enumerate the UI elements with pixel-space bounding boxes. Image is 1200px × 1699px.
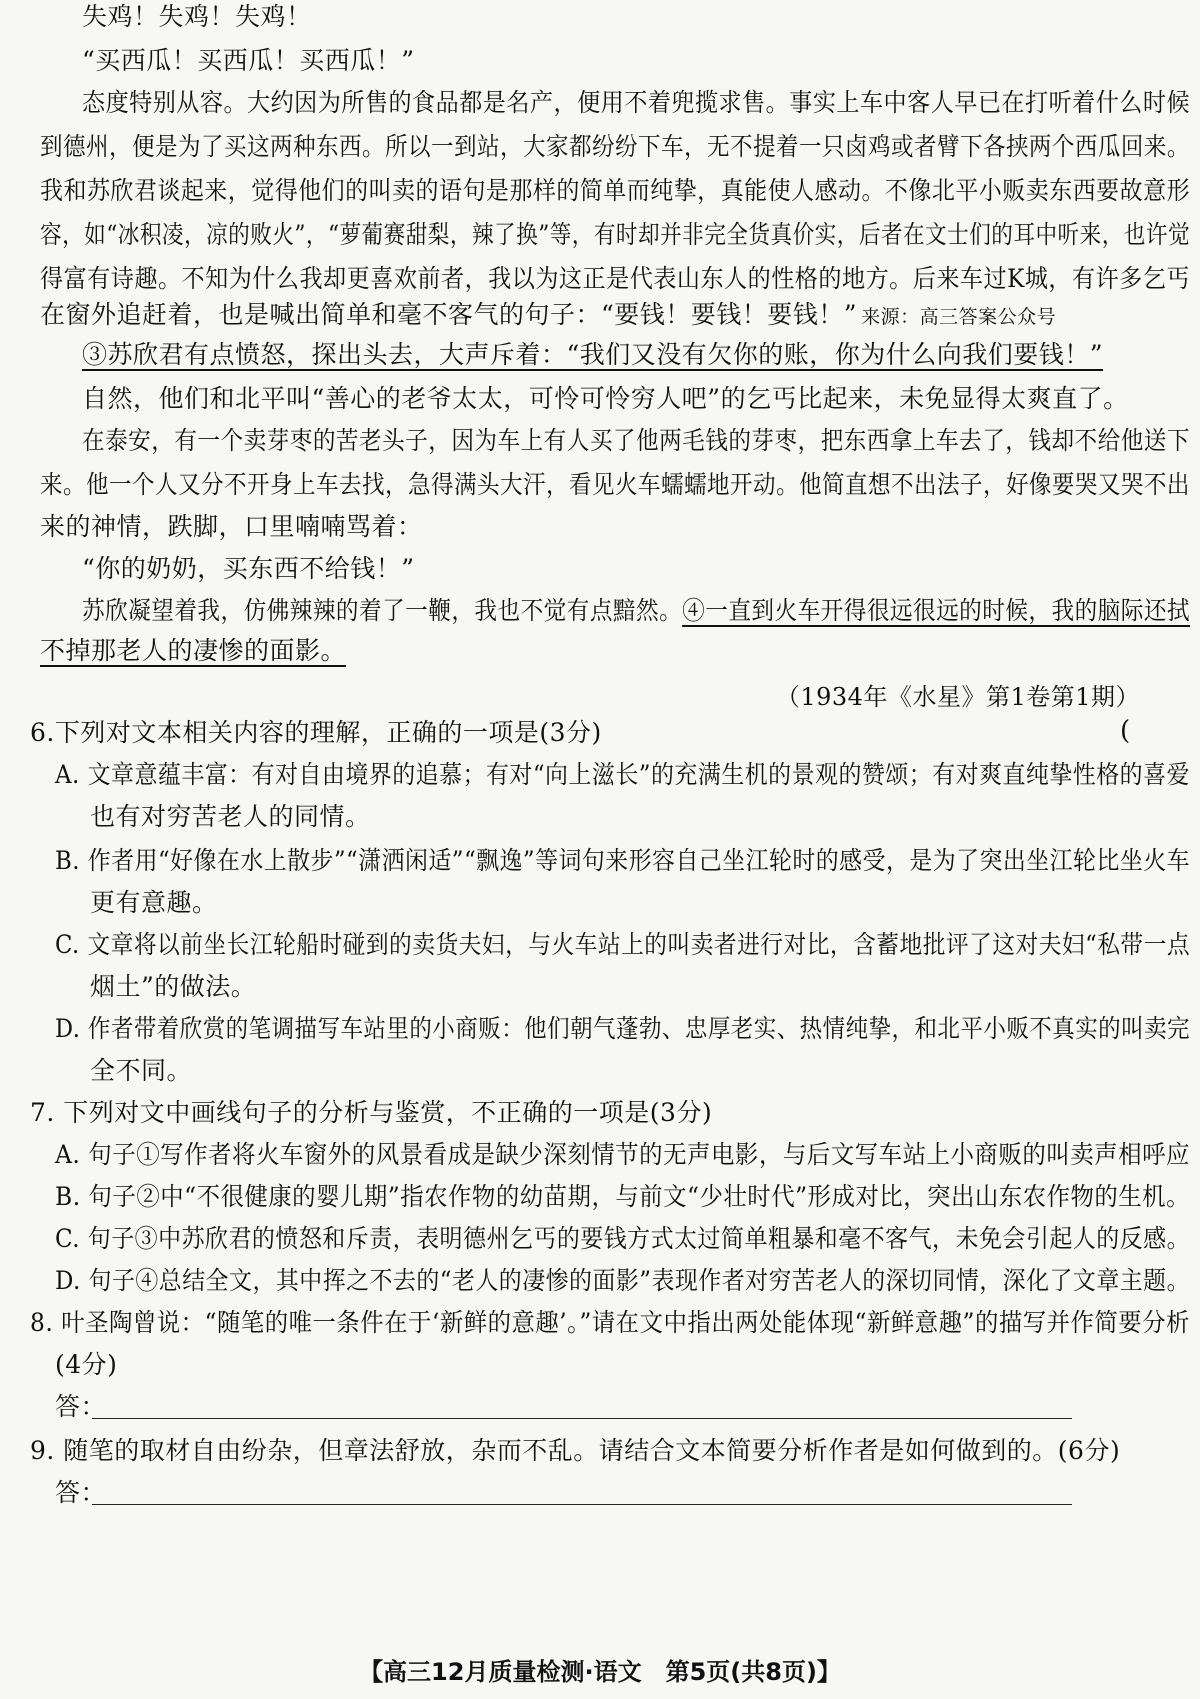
q7-option-a: A. 句子①写作者将火车窗外的风景看成是缺少深刻情节的无声电影，与后文写车站上小商贩的叫卖声相呼应 <box>55 1140 1190 1169</box>
page-footer: 【高三12月质量检测·语文 第5页(共8页)】 <box>359 1658 841 1686</box>
passage-p1-line6-text: 在窗外追赶着，也是喊出简单和毫不客气的句子：“要钱！要钱！要钱！” <box>40 300 858 329</box>
q7-option-c: C. 句子③中苏欣君的愤怒和斥责，表明德州乞丐的要钱方式太过简单粗暴和毫不客气，未免会引起人的反感。 <box>55 1224 1191 1253</box>
q6-option-d-line1: D. 作者带着欣赏的笔调描写车站里的小商贩：他们朝气蓬勃、忠厚老实、热情纯挚，和北平小贩不真实的叫卖完 <box>55 1014 1191 1043</box>
passage-p4-line1 <box>82 596 1190 626</box>
passage-p3-line1: 在泰安，有一个卖芽枣的苦老头子，因为车上有人买了他两毛钱的芽枣，把东西拿上车去了，钱却不给他送下 <box>82 426 1190 455</box>
passage-p1-line3: 我和苏欣君谈起来，觉得他们的叫卖的语句是那样的简单而纯挚，真能使人感动。不像北平小贩卖东西要故意形 <box>40 176 1191 205</box>
source-tag: 来源：高三答案公众号 <box>861 306 1057 328</box>
q9-answer-label: 答： <box>55 1478 107 1507</box>
passage-source: （1934年《水星》第1卷第1期） <box>775 683 1140 711</box>
q7-stem: 7. 下列对文中画线句子的分析与鉴赏，不正确的一项是(3分) <box>30 1098 713 1127</box>
q6-answer-paren[interactable]: ( <box>1120 716 1131 746</box>
passage-line-top: 失鸡！失鸡！失鸡！ <box>82 2 312 31</box>
q9-answer-line[interactable] <box>92 1504 1072 1505</box>
passage-p1-line6 <box>40 300 1056 332</box>
passage-p1-line4: 容，如“冰积凌，凉的败火”，“萝葡赛甜梨，辣了换”等，有时却并非完全货真价实，后者在文士们的耳中听来，也许觉 <box>40 220 1191 249</box>
q7-option-d: D. 句子④总结全文，其中挥之不去的“老人的凄惨的面影”表现作者对穷苦老人的深切同情，深化了文章主题。 <box>55 1266 1191 1295</box>
passage-p3-line3: 来的神情，跌脚，口里喃喃骂着： <box>40 512 423 541</box>
passage-p3-line2: 来。他一个人又分不开身上车去找，急得满头大汗，看见火车蠕蠕地开动。他简直想不出法子，好像要哭又哭不出 <box>40 470 1190 499</box>
q6-stem: 6.下列对文本相关内容的理解，正确的一项是(3分) <box>30 718 602 747</box>
underlined-sentence-4-start: ④一直到火车开得很远很远的时候，我的脑际还拭 <box>682 596 1190 625</box>
passage-p1-line1: 态度特别从容。大约因为所售的食品都是名产，便用不着兜揽求售。事实上车中客人早已在打听着什么时候 <box>82 88 1191 117</box>
passage-p1-line2: 到德州，便是为了买这两种东西。所以一到站，大家都纷纷下车，无不提着一只卤鸡或者臂下各挟两个西瓜回来。 <box>40 132 1190 161</box>
q6-option-a-line1: A. 文章意蕴丰富：有对自由境界的追慕；有对“向上滋长”的充满生机的景观的赞颂；有对爽直纯挚性格的喜爱 <box>55 760 1190 789</box>
passage-p4-text: 苏欣凝望着我，仿佛辣辣的着了一鞭，我也不觉有点黯然。 <box>82 596 683 625</box>
passage-p1-line5: 得富有诗趣。不知为什么我却更喜欢前者，我以为这正是代表山东人的性格的地方。后来车过K城，有许多乞丐 <box>40 264 1190 293</box>
q7-option-b: B. 句子②中“不很健康的婴儿期”指农作物的幼苗期，与前文“少壮时代”形成对比，突出山东农作物的生机。 <box>55 1182 1190 1211</box>
passage-quote: “你的奶奶，买东西不给钱！” <box>82 554 415 583</box>
q6-option-a-line2: 也有对穷苦老人的同情。 <box>90 802 371 831</box>
passage-p2: 自然，他们和北平叫“善心的老爷太太，可怜可怜穷人吧”的乞丐比起来，未免显得太爽直了。 <box>82 384 1129 413</box>
q8-answer-line[interactable] <box>92 1418 1072 1419</box>
q6-option-b-line1: B. 作者用“好像在水上散步”“潇洒闲适”“飘逸”等词句来形容自己坐江轮时的感受，是为了突出坐江轮比坐火车 <box>55 846 1191 875</box>
q6-option-b-line2: 更有意趣。 <box>90 888 218 917</box>
underlined-sentence-3: ③苏欣君有点愤怒，探出头去，大声斥着：“我们又没有欠你的账，你为什么向我们要钱！” <box>82 340 1104 369</box>
q8-stem: 8. 叶圣陶曾说：“随笔的唯一条件在于‘新鲜的意趣’。”请在文中指出两处能体现“新鲜意趣”的描写并作简要分析 <box>30 1308 1190 1337</box>
q6-option-d-line2: 全不同。 <box>90 1056 193 1085</box>
q6-option-c-line2: 烟土”的做法。 <box>90 972 257 1001</box>
q8-score: (4分) <box>55 1350 118 1379</box>
underlined-sentence-4-end: 不掉那老人的凄惨的面影。 <box>40 636 347 665</box>
q9-stem: 9. 随笔的取材自由纷杂，但章法舒放，杂而不乱。请结合文本简要分析作者是如何做到的。(6分) <box>30 1436 1121 1465</box>
passage-watermelon-cry: “买西瓜！买西瓜！买西瓜！” <box>82 46 415 75</box>
q6-option-c-line1: C. 文章将以前坐长江轮船时碰到的卖货夫妇，与火车站上的叫卖者进行对比，含蓄地批评了这对夫妇“私带一点 <box>55 930 1191 959</box>
q8-answer-label: 答： <box>55 1392 107 1421</box>
